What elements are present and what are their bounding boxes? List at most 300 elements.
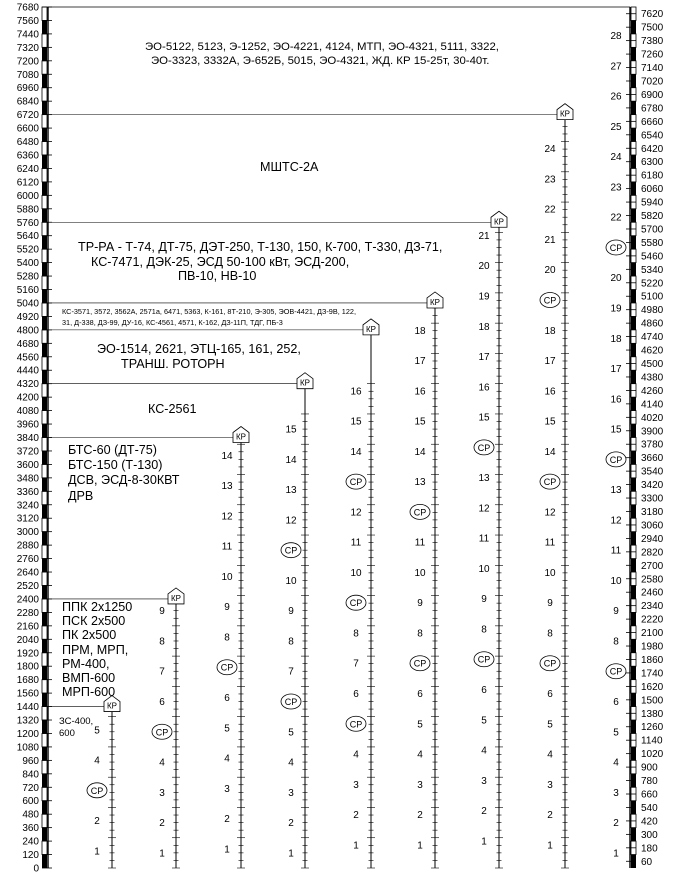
right-scale-label: 3180 — [641, 506, 664, 518]
rung-number: 9 — [613, 606, 619, 618]
label-line: ТР-РА - Т-74, ДТ-75, ДЭТ-250, Т-130, 150, К-700, Т-330, ДЗ-71, — [78, 240, 443, 254]
cp-label: СР — [220, 662, 234, 673]
left-scale-label: 0 — [33, 863, 39, 874]
left-scale-block — [42, 774, 47, 787]
left-scale-label: 1320 — [16, 715, 39, 727]
left-scale-label: 5160 — [16, 285, 39, 297]
right-scale-label: 7260 — [641, 49, 664, 61]
right-scale-label: 4500 — [641, 359, 664, 371]
left-scale-block — [42, 384, 47, 397]
rung-number: 6 — [159, 697, 165, 709]
left-scale-label: 6480 — [16, 137, 39, 149]
right-scale-label: 1500 — [641, 695, 664, 707]
left-scale-label: 4800 — [16, 325, 39, 337]
rung-number: 3 — [224, 783, 230, 795]
rung-number: 4 — [159, 757, 165, 769]
label-line: ЭО-1514, 2621, ЭТЦ-165, 161, 252, — [97, 342, 301, 356]
left-scale-label: 4680 — [16, 338, 39, 350]
left-scale-block — [42, 424, 47, 437]
left-scale-label: 5040 — [16, 298, 39, 310]
left-scale-block — [42, 612, 47, 625]
right-scale-label: 7620 — [641, 9, 664, 21]
rung-number: 6 — [613, 697, 619, 709]
left-scale-block — [42, 478, 47, 491]
left-scale-label: 5640 — [16, 231, 39, 243]
left-scale-block — [42, 828, 47, 841]
rung-number: 1 — [417, 840, 423, 852]
left-scale-label: 5520 — [16, 244, 39, 256]
rung-number: 17 — [478, 352, 490, 364]
rung-number: 20 — [478, 261, 490, 273]
label-line: 31, Д-338, ДЗ-99, ДУ-16, КС-4561, 4571, К-162, ДЗ-11П, ТДГ, ПБ-3 — [62, 317, 283, 327]
right-scale-label: 5940 — [641, 197, 664, 209]
left-scale-block — [42, 585, 47, 598]
left-scale-label: 3720 — [16, 446, 39, 458]
right-scale-label: 7020 — [641, 76, 664, 88]
rung-number: 17 — [414, 356, 426, 368]
right-scale-label: 2820 — [641, 547, 664, 559]
label-line: КС-3571, 3572, 3562А, 2571а, 6471, 5363, К-161, 8Т-210, Э-305, ЭОВ-4421, ДЗ-9В, 122, — [62, 307, 356, 316]
left-scale-label: 2520 — [16, 580, 39, 592]
right-scale-label: 7140 — [641, 63, 664, 75]
group-label-mshts — [260, 160, 318, 175]
left-scale-block — [42, 438, 47, 451]
right-scale-label: 5220 — [641, 278, 664, 290]
rung-number: 3 — [613, 787, 619, 799]
left-scale-label: 6120 — [16, 177, 39, 189]
left-scale-label: 7320 — [16, 42, 39, 54]
rung-number: 4 — [94, 755, 100, 767]
right-scale-label: 6900 — [641, 89, 664, 101]
rung-number: 9 — [547, 598, 553, 610]
right-scale-label: 4980 — [641, 305, 664, 317]
cp-label: СР — [284, 697, 298, 708]
rung-number: 4 — [353, 749, 359, 761]
left-scale-label: 3840 — [16, 433, 39, 444]
rung-number: 3 — [417, 779, 423, 791]
right-scale-label: 1980 — [641, 641, 664, 653]
rung-number: 15 — [478, 412, 490, 424]
rung-number: 3 — [159, 787, 165, 799]
cp-label: СР — [543, 658, 557, 669]
left-scale-label: 7440 — [16, 29, 39, 41]
left-scale-block — [42, 532, 47, 545]
left-scale-label: 1920 — [16, 648, 39, 660]
group-label-ks3571 — [62, 307, 356, 328]
rung-number: 2 — [94, 816, 100, 828]
rung-number: 14 — [544, 446, 556, 458]
left-scale-block — [42, 855, 47, 868]
left-scale-label: 2760 — [16, 554, 39, 566]
left-scale-block — [42, 222, 47, 235]
left-scale-block — [42, 195, 47, 208]
left-scale-label: 1680 — [16, 675, 39, 687]
kr-label: КР — [300, 378, 310, 388]
rung-number: 1 — [613, 848, 619, 860]
rung-number: 12 — [350, 507, 362, 519]
right-scale-label: 2220 — [641, 614, 664, 626]
left-scale-label: 7200 — [16, 56, 39, 68]
left-scale-label: 4440 — [16, 365, 39, 377]
left-scale-label: 6240 — [16, 163, 39, 175]
left-scale-block — [42, 128, 47, 141]
right-scale-label: 3660 — [641, 453, 664, 465]
rung-number: 24 — [610, 152, 622, 164]
left-scale-label: 1560 — [16, 688, 39, 700]
right-scale-label: 3060 — [641, 520, 664, 532]
right-scale-label: 6660 — [641, 116, 664, 128]
left-scale-block — [42, 559, 47, 572]
left-scale-label: 600 — [22, 796, 39, 808]
label-line: ППК 2x1250 — [62, 600, 133, 614]
left-scale-block — [42, 34, 47, 47]
left-scale-block — [42, 236, 47, 249]
rung-number: 6 — [353, 689, 359, 701]
rung-number: 1 — [94, 846, 100, 858]
labels-layer — [17, 3, 664, 874]
rung-number: 16 — [350, 386, 362, 398]
rung-number: 11 — [221, 541, 233, 553]
left-scale-block — [42, 357, 47, 370]
left-scale-block — [42, 491, 47, 504]
right-scale-label: 4020 — [641, 412, 664, 424]
rung-number: 5 — [481, 715, 487, 727]
label-line: ПСК 2x500 — [62, 614, 126, 629]
left-scale-label: 3000 — [16, 527, 39, 539]
left-scale-block — [42, 814, 47, 827]
rung-number: 23 — [544, 174, 556, 186]
right-scale-label: 2340 — [641, 601, 664, 613]
cp-label: СР — [543, 477, 557, 488]
left-scale-label: 2040 — [16, 634, 39, 646]
right-scale-label: 5580 — [641, 237, 664, 249]
right-scale-label: 2940 — [641, 533, 664, 545]
right-scale-label: 5100 — [641, 291, 664, 303]
left-scale-label: 6960 — [16, 83, 39, 95]
left-scale-block — [42, 411, 47, 424]
left-scale-block — [42, 801, 47, 814]
rung-number: 12 — [285, 515, 297, 527]
right-scale-label: 3900 — [641, 426, 664, 438]
group-label-eo5122 — [145, 40, 499, 68]
left-scale-label: 6720 — [16, 110, 39, 122]
right-scale-label: 180 — [641, 843, 658, 855]
cp-label: СР — [349, 477, 363, 488]
rung-number: 2 — [613, 818, 619, 830]
left-scale-block — [42, 316, 47, 329]
label-line: ЭО-5122, 5123, Э-1252, ЭО-4221, 4124, МТП, ЭО-4321, 5111, 3322, — [145, 41, 499, 53]
rung-number: 5 — [547, 719, 553, 731]
left-scale-block — [42, 209, 47, 222]
left-scale-block — [42, 115, 47, 128]
rung-number: 14 — [414, 446, 426, 458]
left-scale-label: 7080 — [16, 69, 39, 81]
rung-number: 14 — [285, 454, 297, 466]
rung-number: 2 — [481, 806, 487, 818]
left-scale-label: 1080 — [16, 742, 39, 754]
left-scale-label: 5280 — [16, 271, 39, 283]
left-scale-label: 960 — [22, 755, 39, 767]
label-line: 600 — [59, 727, 75, 739]
right-scale-label: 1740 — [641, 668, 664, 680]
right-scale-label: 6300 — [641, 157, 664, 169]
left-scale-label: 4200 — [16, 392, 39, 404]
group-label-ppk — [62, 600, 132, 699]
rung-number: 10 — [478, 563, 490, 575]
group-label-zs — [59, 716, 93, 739]
left-scale-block — [42, 518, 47, 531]
cp-label: СР — [477, 654, 491, 665]
left-scale-label: 5760 — [16, 217, 39, 229]
left-scale-block — [42, 20, 47, 33]
rung-number: 17 — [610, 364, 622, 376]
rung-number: 10 — [350, 567, 362, 579]
left-scale-label: 360 — [22, 823, 39, 835]
group-label-bts — [68, 443, 179, 504]
right-scale-label: 4380 — [641, 372, 664, 384]
left-scale-block — [42, 680, 47, 693]
right-scale-label: 1380 — [641, 708, 664, 720]
rung-number: 6 — [481, 685, 487, 697]
rung-number: 8 — [224, 632, 230, 644]
rung-number: 15 — [610, 424, 622, 436]
rung-number: 8 — [547, 628, 553, 640]
right-scale-label: 60 — [641, 856, 653, 868]
left-scale-block — [42, 303, 47, 316]
label-line: РМ-400, — [62, 656, 110, 671]
rung-number: 11 — [350, 537, 362, 549]
left-scale-block — [42, 74, 47, 87]
left-scale-block — [42, 733, 47, 746]
rung-number: 23 — [610, 182, 622, 194]
right-scale-label: 4260 — [641, 385, 664, 397]
cp-label: СР — [609, 454, 623, 465]
left-scale-block — [42, 693, 47, 706]
rung-number: 14 — [221, 450, 233, 462]
rung-number: 19 — [478, 291, 490, 303]
group-label-trra — [78, 240, 442, 284]
left-scale-label: 4320 — [16, 379, 39, 391]
right-scale-label: 4140 — [641, 399, 664, 411]
label-line: ЭО-3323, 3332А, Э-652Б, 5015, ЭО-4321, ЖД. КР 15-25т, 30-40т. — [151, 55, 490, 68]
label-line: ДСВ, ЭСД-8-30КВТ — [68, 473, 180, 488]
left-scale-label: 3240 — [16, 500, 39, 512]
rung-number: 10 — [221, 571, 233, 583]
right-scale-label: 300 — [641, 829, 658, 841]
rung-number: 5 — [417, 719, 423, 731]
left-scale-block — [42, 142, 47, 155]
left-scale-label: 5400 — [16, 258, 39, 270]
kr-label: КР — [494, 217, 504, 227]
rung-number: 4 — [417, 749, 423, 761]
left-scale-block — [42, 505, 47, 518]
left-scale-block — [42, 47, 47, 60]
right-scale-label: 780 — [641, 776, 658, 788]
rung-number: 2 — [288, 818, 294, 830]
cp-label: СР — [349, 598, 363, 609]
rung-number: 5 — [288, 727, 294, 739]
left-scale-block — [42, 168, 47, 181]
cp-label: СР — [413, 658, 427, 669]
label-line: ДРВ — [68, 488, 94, 503]
rung-number: 3 — [547, 779, 553, 791]
right-scale-label: 3300 — [641, 493, 664, 505]
right-scale-label: 4860 — [641, 318, 664, 330]
right-scale-label: 4740 — [641, 332, 664, 344]
label-line: БТС-150 (Т-130) — [68, 458, 163, 473]
left-scale-label: 1440 — [16, 702, 39, 714]
right-scale-label: 540 — [641, 802, 658, 814]
rung-number: 13 — [285, 485, 297, 497]
left-scale-label: 3360 — [16, 486, 39, 498]
label-line: ПВ-10, НВ-10 — [178, 269, 257, 283]
left-scale-block — [42, 88, 47, 101]
right-scale-label: 2100 — [641, 628, 664, 640]
rung-number: 13 — [414, 477, 426, 489]
right-scale-label: 1260 — [641, 722, 664, 734]
rung-number: 2 — [547, 810, 553, 822]
label-line: МШТС-2А — [260, 160, 319, 174]
right-scale-label: 3540 — [641, 466, 664, 478]
rung-number: 4 — [547, 749, 553, 761]
left-scale-block — [42, 155, 47, 168]
left-scale-label: 3120 — [16, 513, 39, 525]
left-scale-block — [42, 787, 47, 800]
rung-number: 4 — [481, 745, 487, 757]
right-scale-label: 1620 — [641, 681, 664, 693]
group-label-eo1514 — [97, 342, 301, 372]
rung-number: 12 — [610, 515, 622, 527]
rung-number: 24 — [544, 144, 556, 156]
cp-label: СР — [609, 666, 623, 677]
rung-number: 12 — [478, 503, 490, 515]
rung-number: 18 — [414, 325, 426, 337]
cp-label: СР — [284, 545, 298, 556]
kr-label: КР — [560, 109, 570, 119]
right-scale-label: 5340 — [641, 264, 664, 276]
rung-number: 8 — [481, 624, 487, 636]
rung-number: 1 — [547, 840, 553, 852]
left-scale-label: 6360 — [16, 150, 39, 162]
cp-label: СР — [477, 442, 491, 453]
left-scale-label: 1200 — [16, 728, 39, 740]
rung-number: 10 — [414, 567, 426, 579]
label-line: ЗС-400, — [59, 716, 94, 727]
rung-number: 25 — [610, 121, 622, 133]
cp-label: СР — [543, 295, 557, 306]
left-scale-block — [42, 330, 47, 343]
left-scale-label: 720 — [22, 782, 39, 794]
right-scale-label: 5460 — [641, 251, 664, 263]
rung-number: 9 — [481, 594, 487, 606]
left-scale-label: 7680 — [16, 2, 39, 14]
kr-label: КР — [171, 593, 181, 603]
rung-number: 3 — [288, 787, 294, 799]
rung-number: 5 — [94, 725, 100, 737]
left-scale-label: 4080 — [16, 406, 39, 418]
left-scale-label: 2280 — [16, 607, 39, 619]
left-scale-label: 3480 — [16, 473, 39, 485]
right-scale-label: 4620 — [641, 345, 664, 357]
rung-number: 5 — [224, 723, 230, 735]
left-scale-label: 480 — [22, 809, 39, 821]
left-scale-label: 5880 — [16, 204, 39, 216]
left-scale-label: 7560 — [16, 15, 39, 27]
left-scale-block — [42, 666, 47, 679]
group-label-ks2561 — [148, 402, 197, 417]
cp-label: СР — [90, 785, 104, 796]
rung-number: 13 — [478, 473, 490, 485]
right-scale-label: 7500 — [641, 22, 664, 34]
rung-number: 6 — [547, 689, 553, 701]
cp-label: СР — [155, 727, 169, 738]
rung-number: 1 — [481, 836, 487, 848]
left-scale-label: 3600 — [16, 459, 39, 471]
rung-number: 7 — [288, 666, 294, 678]
kr-label: КР — [430, 297, 440, 307]
left-scale-label: 1800 — [16, 661, 39, 673]
right-scale-label: 6420 — [641, 143, 664, 155]
left-scale-label: 3960 — [16, 419, 39, 431]
left-scale-block — [42, 599, 47, 612]
rung-number: 8 — [288, 636, 294, 648]
rung-number: 2 — [159, 818, 165, 830]
left-scale-label: 840 — [22, 769, 39, 781]
kr-label: КР — [236, 432, 246, 442]
label-line: КС-7471, ДЭК-25, ЭСД 50-100 кВт, ЭСД-200, — [91, 254, 350, 269]
right-scale-label: 3780 — [641, 439, 664, 451]
left-scale-label: 120 — [22, 850, 39, 862]
right-scale-label: 660 — [641, 789, 658, 801]
rung-number: 7 — [159, 666, 165, 678]
cp-label: СР — [609, 242, 623, 253]
left-scale-block — [42, 760, 47, 773]
rung-number: 11 — [610, 545, 622, 557]
label-line: ПК 2x500 — [62, 628, 117, 643]
right-scale-label: 6060 — [641, 184, 664, 196]
left-scale-block — [42, 397, 47, 410]
rung-number: 15 — [544, 416, 556, 428]
left-scale-block — [42, 720, 47, 733]
rung-number: 15 — [414, 416, 426, 428]
rung-number: 13 — [221, 481, 233, 493]
left-scale-block — [42, 451, 47, 464]
rung-number: 20 — [610, 273, 622, 285]
rung-number: 3 — [353, 779, 359, 791]
rung-number: 16 — [414, 386, 426, 398]
right-scale-label: 5700 — [641, 224, 664, 236]
rung-number: 1 — [288, 848, 294, 860]
right-scale-label: 6180 — [641, 170, 664, 182]
rung-number: 2 — [353, 810, 359, 822]
right-scale-label: 2460 — [641, 587, 664, 599]
left-scale-block — [42, 276, 47, 289]
rung-number: 11 — [478, 533, 490, 545]
left-scale-label: 6000 — [16, 190, 39, 202]
rung-number: 8 — [613, 636, 619, 648]
left-scale-block — [42, 290, 47, 303]
kr-label: КР — [366, 324, 376, 334]
rung-number: 12 — [544, 507, 556, 519]
rung-number: 4 — [288, 757, 294, 769]
rung-number: 12 — [221, 511, 233, 523]
left-scale-block — [42, 707, 47, 720]
rung-number: 1 — [159, 848, 165, 860]
left-scale-block — [42, 464, 47, 477]
left-scale-block — [42, 626, 47, 639]
rung-number: 21 — [544, 234, 556, 246]
right-scale-label: 6540 — [641, 130, 664, 142]
